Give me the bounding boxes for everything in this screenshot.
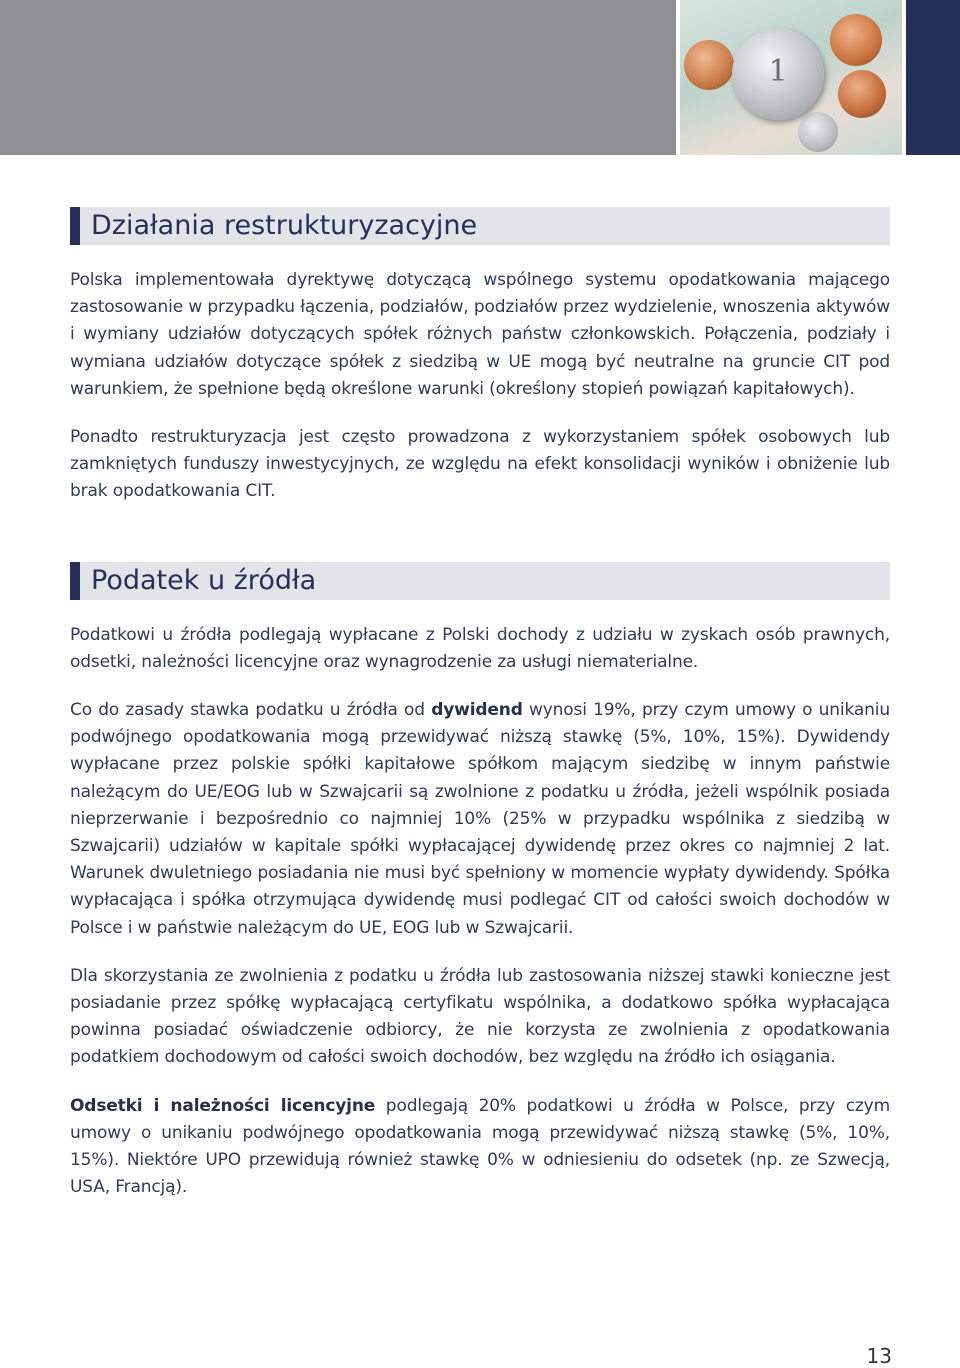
header-band: [0, 0, 960, 155]
paragraph: Polska implementowała dyrektywę dotyczącą wspólnego systemu opodatkowania mającego zastosowanie w przypadku łączenia, podziałów, podziałów przez wydzielenie, wnoszenia aktywów i wymiany udziałów dotyczących spółek różnych państw członkowskich. Połączenia, podziały i wymiana udziałów dotyczące spółek z siedzibą w UE mogą być neutralne na gruncie CIT pod warunkiem, że spełnione będą określone warunki (określony stopień powiązań kapitałowych).: [70, 270, 890, 399]
coins-photo: [680, 0, 902, 155]
heading-accent-bar: [70, 207, 80, 245]
paragraph-interest-royalties: [70, 1093, 890, 1202]
text-run: Co do zasady stawka podatku u źródła od: [70, 700, 432, 721]
coin-one-zloty: [732, 28, 824, 120]
header-gray-block: [0, 0, 676, 155]
paragraph: Dla skorzystania ze zwolnienia z podatku u źródła lub zastosowania niższej stawki konieczne jest posiadanie przez spółkę wypłacającą certyfikatu wspólnika, a dodatkowo spółka wypłacająca powinna posiadać oświadczenie odbiorcy, że nie korzysta ze zwolnienia z opodatkowania podatkiem dochodowym od całości swoich dochodów, bez względu na źródło ich osiągania.: [70, 965, 890, 1068]
section-title: Działania restrukturyzacyjne: [91, 210, 478, 241]
header-navy-block: [906, 0, 960, 155]
text-run: podlegają 20% podatkowi u źródła w Polsce, przy czym umowy o unikaniu podwójnego opodatkowania mogą przewidywać niższą stawkę (5%, 10%, 15%). Niektóre UPO przewidują również stawkę 0% w odniesieniu do odsetek (np. ze Szwecją, USA, Francją).: [70, 1095, 890, 1198]
text-run: wynosi 19%, przy czym umowy o unikaniu podwójnego opodatkowania mogą przewidywać niższą stawkę (5%, 10%, 15%). Dywidendy wypłacane przez polskie spółki kapitałowe spółkom mającym siedzibę w innym państwie należącym do UE/EOG lub w Szwajcarii są zwolnione z podatku u źródła, jeżeli wspólnik posiada nieprzerwanie i bezpośrednio co najmniej 10% (25% w przypadku wspólnika z siedzibą w Szwajcarii) udziałów w kapitale spółki wypłacającej dywidendę przez okres co najmniej 2 lat. Warunek dwuletniego posiadania nie musi być spełniony w momencie wypłaty dywidendy. Spółka wypłacająca i spółka otrzymująca dywidendę musi podlegać CIT od całości swoich dochodów w Polsce i w państwie należącym do UE, EOG lub w Szwajcarii.: [70, 700, 890, 938]
page-content: [70, 207, 890, 1222]
paragraph: Ponadto restrukturyzacja jest często prowadzona z wykorzystaniem spółek osobowych lub zamkniętych funduszy inwestycyjnych, ze względu na efekt konsolidacji wyników i obniżenie lub brak opodatkowania CIT.: [70, 427, 890, 502]
heading-accent-bar: [70, 562, 80, 600]
page-number: 13: [866, 1344, 892, 1368]
bold-term: dywidend: [431, 700, 523, 721]
coin-copper: [684, 40, 734, 90]
paragraph-dividends: [70, 697, 890, 942]
coin-numeral: 1: [768, 54, 788, 89]
section-title: Podatek u źródła: [91, 564, 317, 596]
paragraph: Podatkowi u źródła podlegają wypłacane z Polski dochody z udziału w zyskach osób prawnych, odsetki, należności licencyjne oraz wynagrodzenie za usługi niematerialne.: [70, 624, 890, 672]
section-heading-restructuring: [70, 207, 890, 245]
bold-term: Odsetki i należności licencyjne: [70, 1095, 376, 1116]
coin-silver-small: [798, 112, 838, 152]
coin-copper: [830, 14, 882, 66]
section-heading-withholding-tax: [70, 562, 890, 600]
coin-copper: [838, 70, 886, 118]
